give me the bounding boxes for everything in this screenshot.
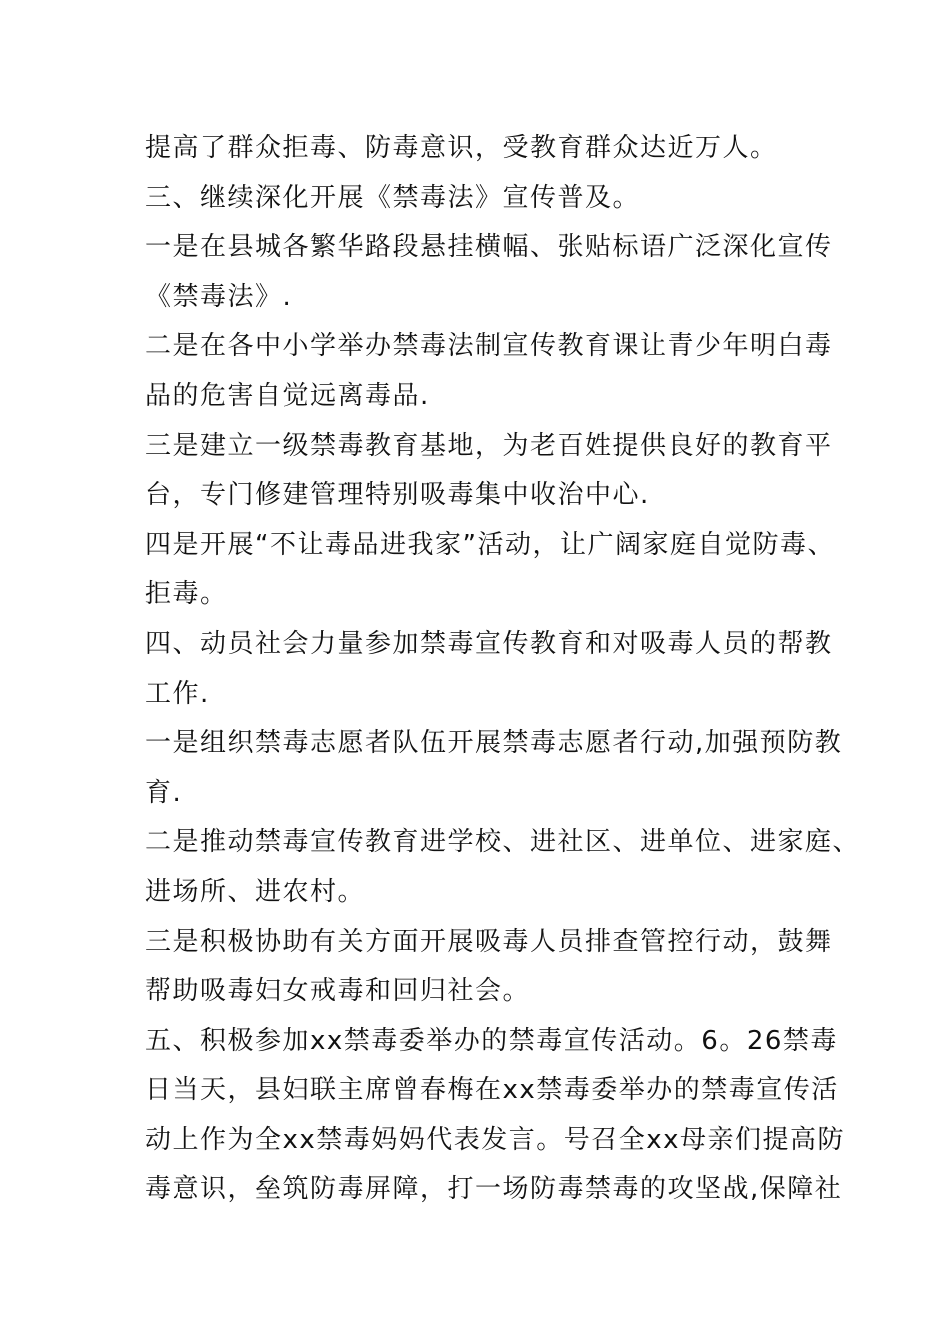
text-line: 《禁毒法》. [145, 281, 293, 312]
document-body [145, 124, 861, 1215]
text-line: 台，专门修建管理特别吸毒集中收治中心. [145, 480, 650, 511]
text-line: 品的危害自觉远离毒品. [145, 380, 430, 411]
section-heading: 五、积极参加xx禁毒委举办的禁毒宣传活动。6。26禁毒 [145, 1025, 838, 1056]
text-line: 帮助吸毒妇女戒毒和回归社会。 [145, 976, 531, 1007]
text-line: 三是建立一级禁毒教育基地，为老百姓提供良好的教育平 [145, 430, 833, 461]
text-line: 毒意识，垒筑防毒屏障，打一场防毒禁毒的攻坚战,保障社 [145, 1174, 843, 1205]
text-line: 一是在县城各繁华路段悬挂横幅、张贴标语广泛深化宣传 [145, 232, 833, 263]
section-heading: 工作. [145, 678, 210, 709]
text-line: 育. [145, 777, 183, 808]
text-line: 进场所、进农村。 [145, 876, 366, 907]
text-line: 二是在各中小学举办禁毒法制宣传教育课让青少年明白毒 [145, 331, 833, 362]
text-line: 二是推动禁毒宣传教育进学校、进社区、进单位、进家庭、 [145, 827, 861, 858]
text-line: 提高了群众拒毒、防毒意识，受教育群众达近万人。 [145, 133, 778, 163]
section-heading: 三、继续深化开展《禁毒法》宣传普及。 [145, 182, 641, 213]
text-line: 四是开展“不让毒品进我家”活动，让广阔家庭自觉防毒、 [145, 529, 835, 560]
text-line: 一是组织禁毒志愿者队伍开展禁毒志愿者行动,加强预防教 [145, 728, 843, 759]
text-line: 三是积极协助有关方面开展吸毒人员排查管控行动，鼓舞 [145, 926, 833, 957]
text-line: 日当天，县妇联主席曾春梅在xx禁毒委举办的禁毒宣传活 [145, 1075, 839, 1106]
section-heading: 四、动员社会力量参加禁毒宣传教育和对吸毒人员的帮教 [145, 628, 833, 659]
text-line: 拒毒。 [145, 579, 228, 610]
text-line: 动上作为全xx禁毒妈妈代表发言。号召全xx母亲们提高防 [145, 1124, 846, 1155]
